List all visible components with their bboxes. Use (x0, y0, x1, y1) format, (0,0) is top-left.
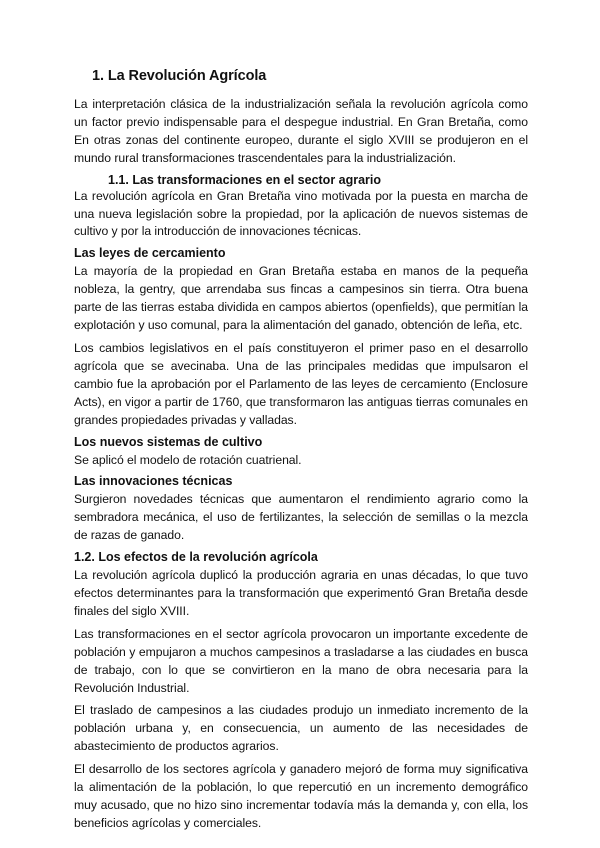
section-1-1-paragraph: La revolución agrícola en Gran Bretaña vino motivada por la puesta en marcha de una nueva legislación sobre la propiedad, por la aplicación de nuevos sistemas de cultivo y por la introducción de innovaciones técnicas. (74, 188, 528, 239)
efectos-paragraph-1: La revolución agrícola duplicó la producción agraria en unas décadas, lo que tuvo efectos determinantes para la transformación que experimentó Gran Bretaña desde finales del siglo XVIII. (74, 568, 528, 618)
intro-paragraph: La interpretación clásica de la industrialización señala la revolución agrícola como un factor previo indispensable para el despegue industrial. En Gran Bretaña, como En otras zonas del continente europeo, durante el siglo XVIII se produjeron en el mundo rural transformaciones trascendentales para la industrialización. (74, 97, 528, 165)
leyes-paragraph-1: La mayoría de la propiedad en Gran Bretaña estaba en manos de la pequeña nobleza, la gentry, que arrendaba sus fincas a campesinos sin tierra. Otra buena parte de las tierras estaba dividida en campos abiertos (openfields), que permitían la explotación y uso comunal, para la alimentación del ganado, obtención de leña, etc. (74, 264, 528, 333)
document-page (74, 68, 528, 838)
section-1-2-heading: 1.2. Los efectos de la revolución agrícola (74, 550, 318, 565)
efectos-paragraph-2: Las transformaciones en el sector agrícola provocaron un importante excedente de población y empujaron a muchos campesinos a trasladarse a las ciudades en busca de trabajo, con lo que se convirtieron en la mano de obra necesaria para la Revolución Industrial. (74, 626, 528, 695)
cultivo-paragraph: Se aplicó el modelo de rotación cuatrienal. (74, 452, 302, 467)
efectos-paragraph-3: El traslado de campesinos a las ciudades produjo un inmediato incremento de la población urbana y, en consecuencia, un aumento de las necesidades de abastecimiento de productos agrarios. (74, 703, 528, 754)
document-title: 1. La Revolución Agrícola (92, 68, 267, 84)
efectos-paragraph-4: El desarrollo de los sectores agrícola y ganadero mejoró de forma muy significativa la alimentación de la población, lo que repercutió en un incremento demográfico muy acusado, que no hizo sino incrementar todavía más la demanda y, con ella, los beneficios agrícolas y comerciales. (74, 762, 528, 830)
innovaciones-heading: Las innovaciones técnicas (74, 474, 233, 489)
leyes-paragraph-2: Los cambios legislativos en el país constituyeron el primer paso en el desarrollo agrícola que se avecinaba. Una de las principales medidas que impulsaron el cambio fue la aprobación por el Parlamento de las leyes de cercamiento (Enclosure Acts), en vigor a partir de 1760, que transformaron las antiguas tierras comunales en grandes propiedades privadas y valladas. (74, 340, 528, 427)
section-1-1-heading: 1.1. Las transformaciones en el sector agrario (108, 172, 382, 187)
leyes-heading: Las leyes de cercamiento (74, 246, 226, 261)
innovaciones-paragraph: Surgieron novedades técnicas que aumentaron el rendimiento agrario como la sembradora mecánica, el uso de fertilizantes, la selección de semillas o la mezcla de razas de ganado. (74, 492, 528, 543)
cultivo-heading: Los nuevos sistemas de cultivo (74, 434, 263, 449)
